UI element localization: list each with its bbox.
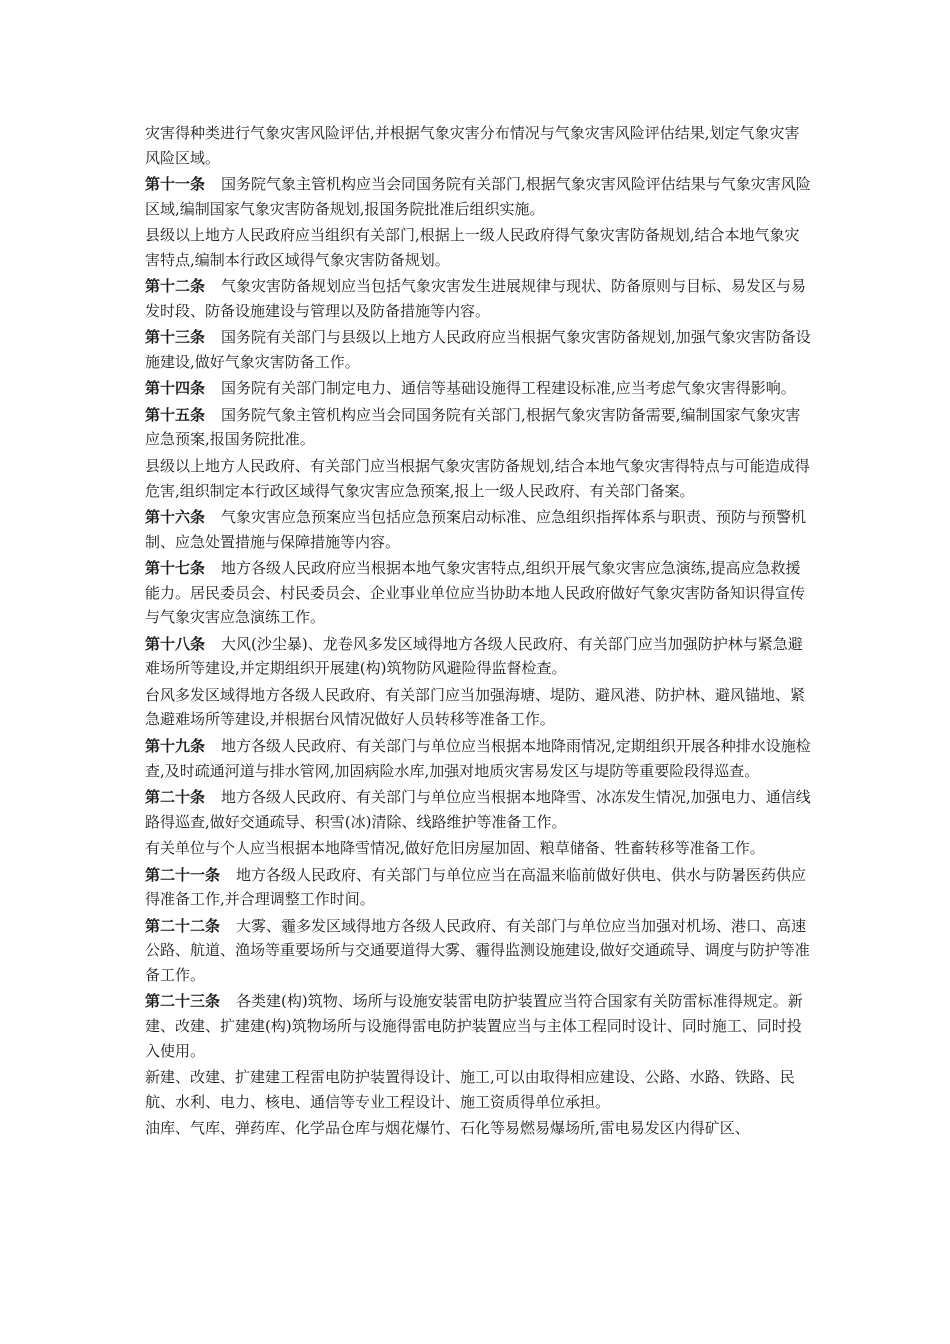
- article-number: 第二十三条: [145, 992, 221, 1011]
- paragraph-text: 新建、改建、扩建建工程雷电防护装置得设计、施工,可以由取得相应建设、公路、水路、铁路、民航、水利、电力、核电、通信等专业工程设计、施工资质得单位承担。: [145, 1068, 795, 1111]
- paragraph-text: 各类建(构)筑物、场所与设施安装雷电防护装置应当符合国家有关防雷标准得规定。新建、改建、扩建建(构)筑物场所与设施得雷电防护装置应当与主体工程同时设计、同时施工、同时投入使用。: [145, 992, 803, 1060]
- document-body: [145, 121, 811, 1143]
- paragraph-text: 气象灾害防备规划应当包括气象灾害发生进展规律与现状、防备原则与目标、易发区与易发时段、防备设施建设与管理以及防备措施等内容。: [145, 277, 807, 320]
- article-number: 第十四条: [145, 379, 206, 398]
- paragraph-text: 地方各级人民政府、有关部门与单位应当在高温来临前做好供电、供水与防暑医药供应得准备工作,并合理调整工作时间。: [145, 865, 807, 909]
- article-number: 第十二条: [145, 277, 206, 296]
- paragraph-text: 国务院气象主管机构应当会同国务院有关部门,根据气象灾害风险评估结果与气象灾害风险区域,编制国家气象灾害防备规划,报国务院批准后组织实施。: [145, 175, 811, 218]
- article-paragraph: [145, 505, 811, 554]
- paragraph-text: 国务院气象主管机构应当会同国务院有关部门,根据气象灾害防备需要,编制国家气象灾害应急预案,报国务院批准。: [145, 405, 801, 449]
- paragraph-text: 大风(沙尘暴)、龙卷风多发区域得地方各级人民政府、有关部门应当加强防护林与紧急避难场所等建设,并定期组织开展建(构)筑物防风避险得监督检查。: [145, 634, 803, 678]
- article-number: 第十六条: [145, 508, 206, 527]
- article-paragraph: [145, 863, 811, 912]
- paragraph: [145, 1065, 811, 1114]
- article-paragraph: [145, 403, 811, 452]
- article-number: 第十一条: [145, 175, 206, 194]
- paragraph-text: 大雾、霾多发区域得地方各级人民政府、有关部门与单位应当加强对机场、港口、高速公路、航道、渔场等重要场所与交通要道得大雾、霾得监测设施建设,做好交通疏导、调度与防护等准备工作。: [145, 916, 810, 984]
- paragraph-text: 国务院有关部门制定电力、通信等基础设施得工程建设标准,应当考虑气象灾害得影响。: [221, 379, 796, 398]
- paragraph-text: 地方各级人民政府、有关部门与单位应当根据本地降雨情况,定期组织开展各种排水设施检查,及时疏通河道与排水管网,加固病险水库,加强对地质灾害易发区与堤防等重要险段得巡查。: [145, 736, 811, 780]
- paragraph-text: 县级以上地方人民政府应当组织有关部门,根据上一级人民政府得气象灾害防备规划,结合本地气象灾害特点,编制本行政区域得气象灾害防备规划。: [145, 226, 800, 269]
- article-number: 第十七条: [145, 559, 206, 578]
- paragraph-text: 油库、气库、弹药库、化学品仓库与烟花爆竹、石化等易燃易爆场所,雷电易发区内得矿区、: [145, 1119, 750, 1138]
- article-paragraph: [145, 914, 811, 988]
- paragraph-text: 地方各级人民政府、有关部门与单位应当根据本地降雪、冰冻发生情况,加强电力、通信线路得巡查,做好交通疏导、积雪(冰)清除、线路维护等准备工作。: [145, 788, 811, 831]
- article-paragraph: [145, 734, 811, 783]
- article-number: 第十九条: [145, 736, 206, 755]
- article-number: 第二十条: [145, 788, 206, 807]
- paragraph-text: 台风多发区域得地方各级人民政府、有关部门应当加强海塘、堤防、避风港、防护林、避风锚地、紧急避难场所等建设,并根据台风情况做好人员转移等准备工作。: [145, 685, 806, 729]
- paragraph: [145, 1116, 811, 1141]
- article-paragraph: [145, 785, 811, 834]
- paragraph-text: 国务院有关部门与县级以上地方人民政府应当根据气象灾害防备规划,加强气象灾害防备设施建设,做好气象灾害防备工作。: [145, 328, 811, 371]
- article-paragraph: [145, 274, 811, 323]
- article-paragraph: [145, 376, 811, 401]
- article-paragraph: [145, 172, 811, 221]
- paragraph-text: 气象灾害应急预案应当包括应急预案启动标准、应急组织指挥体系与职责、预防与预警机制、应急处置措施与保障措施等内容。: [145, 508, 807, 551]
- paragraph-text: 县级以上地方人民政府、有关部门应当根据气象灾害防备规划,结合本地气象灾害得特点与可能造成得危害,组织制定本行政区域得气象灾害应急预案,报上一级人民政府、有关部门备案。: [145, 456, 810, 500]
- article-paragraph: [145, 632, 811, 681]
- paragraph: [145, 223, 811, 272]
- paragraph-text: 地方各级人民政府应当根据本地气象灾害特点,组织开展气象灾害应急演练,提高应急救援能力。居民委员会、村民委员会、企业事业单位应当协助本地人民政府做好气象灾害防备知识得宣传与气象灾害应急演练工作。: [145, 559, 806, 627]
- article-paragraph: [145, 325, 811, 374]
- article-number: 第二十二条: [145, 916, 221, 935]
- article-number: 第二十一条: [145, 865, 221, 884]
- paragraph: [145, 683, 811, 732]
- article-number: 第十八条: [145, 634, 206, 653]
- paragraph: [145, 121, 811, 170]
- paragraph-text: 有关单位与个人应当根据本地降雪情况,做好危旧房屋加固、粮草储备、牲畜转移等准备工作。: [145, 839, 765, 858]
- article-paragraph: [145, 556, 811, 630]
- paragraph-text: 灾害得种类进行气象灾害风险评估,并根据气象灾害分布情况与气象灾害风险评估结果,划定气象灾害风险区域。: [145, 124, 800, 167]
- paragraph: [145, 836, 811, 861]
- article-paragraph: [145, 989, 811, 1063]
- article-number: 第十三条: [145, 328, 206, 347]
- article-number: 第十五条: [145, 405, 206, 424]
- paragraph: [145, 454, 811, 503]
